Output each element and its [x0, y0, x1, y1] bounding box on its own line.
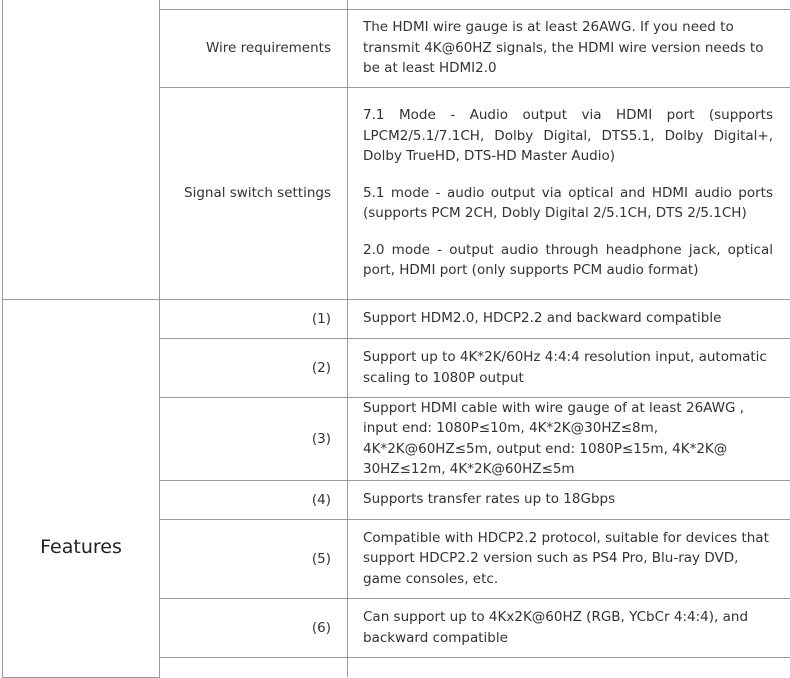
feature-text: Compatible with HDCP2.2 protocol, suitable for devices that support HDCP2.2 version such as PS4 Pro, Blu-ray DVD, game consoles, etc.	[348, 519, 790, 598]
category-cell	[3, 0, 160, 9]
category-features: Features	[3, 299, 160, 677]
table-row	[3, 0, 790, 9]
value-wire-requirements	[348, 9, 790, 87]
feature-number: (4)	[160, 480, 348, 519]
label-signal-switch-settings: Signal switch settings	[160, 87, 348, 299]
signal-mode-2-0: 2.0 mode - output audio through headphone jack, optical port, HDMI port (only supports PCM audio format)	[363, 240, 773, 281]
feature-text: Support up to 4K*2K/60Hz 4:4:4 resolution input, automatic scaling to 1080P output	[348, 338, 790, 397]
feature-number: (5)	[160, 519, 348, 598]
feature-number: (1)	[160, 299, 348, 338]
signal-mode-7-1: 7.1 Mode - Audio output via HDMI port (supports LPCM2/5.1/7.1CH, Dolby Digital, DTS5.1, Dolby Digital+, Dolby TrueHD, DTS-HD Master Audio)	[363, 105, 773, 167]
wire-requirements-text: The HDMI wire gauge is at least 26AWG. If you need to transmit 4K@60HZ signals, the HDMI wire version needs to be at least HDMI2.0	[363, 17, 773, 79]
feature-number: (3)	[160, 397, 348, 480]
category-applicable-instructions	[3, 9, 160, 299]
feature-text: Support HDMI cable with wire gauge of at least 26AWG , input end: 1080P≤10m, 4K*2K@30HZ≤8m, 4K*2K@60HZ≤5m, output end: 1080P≤15m, 4K*2K@ 30HZ≤12m, 4K*2K@60HZ≤5m	[348, 397, 790, 480]
feature-number: (2)	[160, 338, 348, 397]
feature-text: Supports transfer rates up to 18Gbps	[348, 480, 790, 519]
value-signal-switch-settings	[348, 87, 790, 299]
spec-table	[2, 0, 790, 678]
feature-number: (6)	[160, 598, 348, 657]
table-row	[3, 9, 790, 87]
table-row	[3, 299, 790, 338]
signal-mode-5-1: 5.1 mode - audio output via optical and HDMI audio ports (supports PCM 2CH, Dobly Digital 2/5.1CH, DTS 2/5.1CH)	[363, 183, 773, 224]
feature-text: Support HDM2.0, HDCP2.2 and backward compatible	[348, 299, 790, 338]
label-wire-requirements: Wire requirements	[160, 9, 348, 87]
feature-text: Can support up to 4Kx2K@60HZ (RGB, YCbCr 4:4:4), and backward compatible	[348, 598, 790, 657]
